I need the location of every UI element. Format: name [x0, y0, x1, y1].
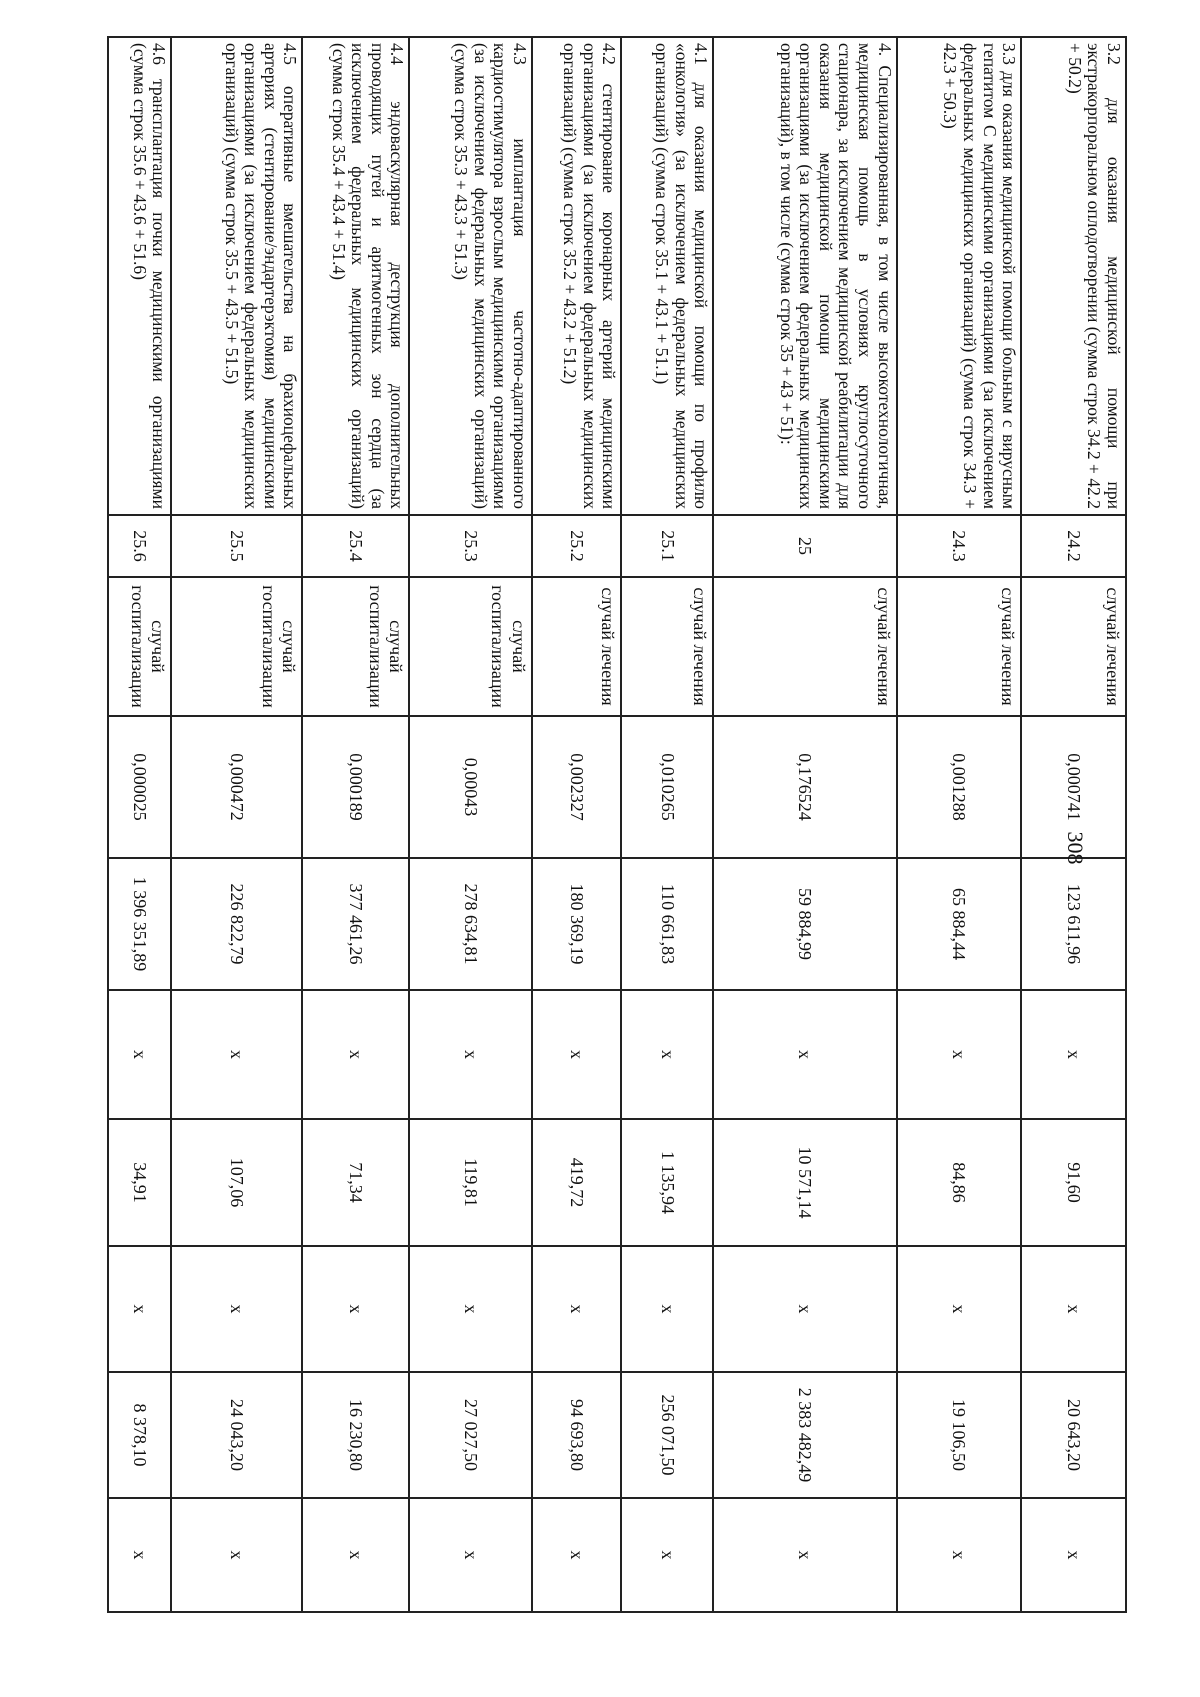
row-value-6: 8 378,10: [108, 1372, 171, 1498]
row-value-2: 278 634,81: [410, 858, 532, 990]
row-value-6: 94 693,80: [532, 1372, 622, 1498]
table-row: [897, 37, 1022, 1612]
row-value-6: 256 071,50: [621, 1372, 713, 1498]
row-value-4: 419,72: [532, 1119, 622, 1246]
row-value-6: 19 106,50: [897, 1372, 1022, 1498]
row-value-6: 27 027,50: [410, 1372, 532, 1498]
row-value-4: 84,86: [897, 1119, 1022, 1246]
row-value-3: x: [621, 990, 713, 1119]
table-row: [410, 37, 532, 1612]
row-number: 25: [713, 515, 897, 577]
row-value-6: 2 383 482,49: [713, 1372, 897, 1498]
row-value-3: x: [108, 990, 171, 1119]
row-value-5: x: [897, 1246, 1022, 1372]
row-value-4: 34,91: [108, 1119, 171, 1246]
row-number: 24.2: [1021, 515, 1126, 577]
row-value-7: x: [302, 1498, 409, 1612]
row-number: 24.3: [897, 515, 1022, 577]
row-number: 25.6: [108, 515, 171, 577]
table-row: [302, 37, 409, 1612]
row-value-5: x: [621, 1246, 713, 1372]
row-number: 25.3: [410, 515, 532, 577]
row-number: 25.1: [621, 515, 713, 577]
row-description: 4.3 имплантация частотно-адаптированного кардиостимулятора взрослым медицинскими организациями (за исключением федеральных медицинских организаций) (сумма строк 35.3 + 43.3 + 51.3): [410, 37, 532, 515]
rotated-page: [107, 36, 1127, 1611]
row-value-5: x: [713, 1246, 897, 1372]
row-value-3: x: [532, 990, 622, 1119]
row-value-2: 59 884,99: [713, 858, 897, 990]
row-value-7: x: [713, 1498, 897, 1612]
row-value-7: x: [171, 1498, 302, 1612]
row-value-2: 1 396 351,89: [108, 858, 171, 990]
row-description: 4.5 оперативные вмешательства на брахиоцефальных артериях (стентирование/эндартерэктомия) медицинскими организациями (за исключением федеральных медицинских организаций) (сумма строк 35.5 + 43.5 + 51.5): [171, 37, 302, 515]
row-value-3: x: [171, 990, 302, 1119]
row-value-1: 0,176524: [713, 716, 897, 858]
row-value-4: 107,06: [171, 1119, 302, 1246]
row-value-2: 123 611,96: [1021, 858, 1126, 990]
row-description: 4.1 для оказания медицинской помощи по профилю «онкология» (за исключением федеральных медицинских организаций) (сумма строк 35.1 + 43.1 + 51.1): [621, 37, 713, 515]
row-description: 3.3 для оказания медицинской помощи больным с вирусным гепатитом С медицинскими организациями (за исключением федеральных медицинских организаций) (сумма строк 34.3 + 42.3 + 50.3): [897, 37, 1022, 515]
row-value-1: 0,000741: [1021, 716, 1126, 858]
row-value-5: x: [532, 1246, 622, 1372]
row-value-2: 180 369,19: [532, 858, 622, 990]
data-table: [107, 36, 1127, 1613]
table-row: [621, 37, 713, 1612]
row-value-3: x: [410, 990, 532, 1119]
row-unit: случай госпитализации: [410, 577, 532, 716]
row-value-6: 16 230,80: [302, 1372, 409, 1498]
row-value-1: 0,002327: [532, 716, 622, 858]
row-value-1: 0,000025: [108, 716, 171, 858]
row-unit: случай лечения: [1021, 577, 1126, 716]
row-unit: случай госпитализации: [302, 577, 409, 716]
row-value-2: 65 884,44: [897, 858, 1022, 990]
row-value-4: 1 135,94: [621, 1119, 713, 1246]
table-row: [108, 37, 171, 1612]
row-value-7: x: [532, 1498, 622, 1612]
row-unit: случай госпитализации: [171, 577, 302, 716]
row-unit: случай госпитализации: [108, 577, 171, 716]
row-value-1: 0,001288: [897, 716, 1022, 858]
table-row: [532, 37, 622, 1612]
row-value-5: x: [171, 1246, 302, 1372]
table-row: [713, 37, 897, 1612]
row-value-2: 110 661,83: [621, 858, 713, 990]
row-value-3: x: [713, 990, 897, 1119]
row-value-6: 20 643,20: [1021, 1372, 1126, 1498]
row-description: 4.2 стентирование коронарных артерий медицинскими организациями (за исключением федеральных медицинских организаций) (сумма строк 35.2 + 43.2 + 51.2): [532, 37, 622, 515]
row-value-2: 377 461,26: [302, 858, 409, 990]
row-value-7: x: [621, 1498, 713, 1612]
row-description: 3.2 для оказания медицинской помощи при экстракорпоральном оплодотворении (сумма строк 34.2 + 42.2 + 50.2): [1021, 37, 1126, 515]
row-value-5: x: [302, 1246, 409, 1372]
row-value-4: 10 571,14: [713, 1119, 897, 1246]
row-value-7: x: [1021, 1498, 1126, 1612]
row-number: 25.4: [302, 515, 409, 577]
row-value-5: x: [1021, 1246, 1126, 1372]
row-value-5: x: [108, 1246, 171, 1372]
row-value-1: 0,000189: [302, 716, 409, 858]
row-value-3: x: [897, 990, 1022, 1119]
table-row: [1021, 37, 1126, 1612]
row-value-2: 226 822,79: [171, 858, 302, 990]
row-value-3: x: [1021, 990, 1126, 1119]
row-value-4: 91,60: [1021, 1119, 1126, 1246]
row-number: 25.2: [532, 515, 622, 577]
row-description: 4.4 эндоваскулярная деструкция дополнительных проводящих путей и аритмогенных зон сердца (за исключением федеральных медицинских организаций) (сумма строк 35.4 + 43.4 + 51.4): [302, 37, 409, 515]
row-value-1: 0,000472: [171, 716, 302, 858]
row-unit: случай лечения: [621, 577, 713, 716]
row-value-7: x: [108, 1498, 171, 1612]
row-number: 25.5: [171, 515, 302, 577]
row-value-7: x: [897, 1498, 1022, 1612]
row-value-1: 0,010265: [621, 716, 713, 858]
row-value-4: 71,34: [302, 1119, 409, 1246]
row-value-5: x: [410, 1246, 532, 1372]
page-number: 308: [1063, 831, 1088, 865]
row-description: 4.6 трансплантация почки медицинскими организациями (сумма строк 35.6 + 43.6 + 51.6): [108, 37, 171, 515]
table-row: [171, 37, 302, 1612]
row-unit: случай лечения: [532, 577, 622, 716]
row-unit: случай лечения: [897, 577, 1022, 716]
row-unit: случай лечения: [713, 577, 897, 716]
row-value-1: 0,00043: [410, 716, 532, 858]
row-value-3: x: [302, 990, 409, 1119]
row-value-4: 119,81: [410, 1119, 532, 1246]
row-value-7: x: [410, 1498, 532, 1612]
row-value-6: 24 043,20: [171, 1372, 302, 1498]
row-description: 4. Специализированная, в том числе высокотехнологичная, медицинская помощь в условиях круглосуточного стационара, за исключением медицинской реабилитации для оказания медицинской помощи медицинскими организациями (за исключением федеральных медицинских организаций), в том числе (сумма строк 35 + 43 + 51):: [713, 37, 897, 515]
